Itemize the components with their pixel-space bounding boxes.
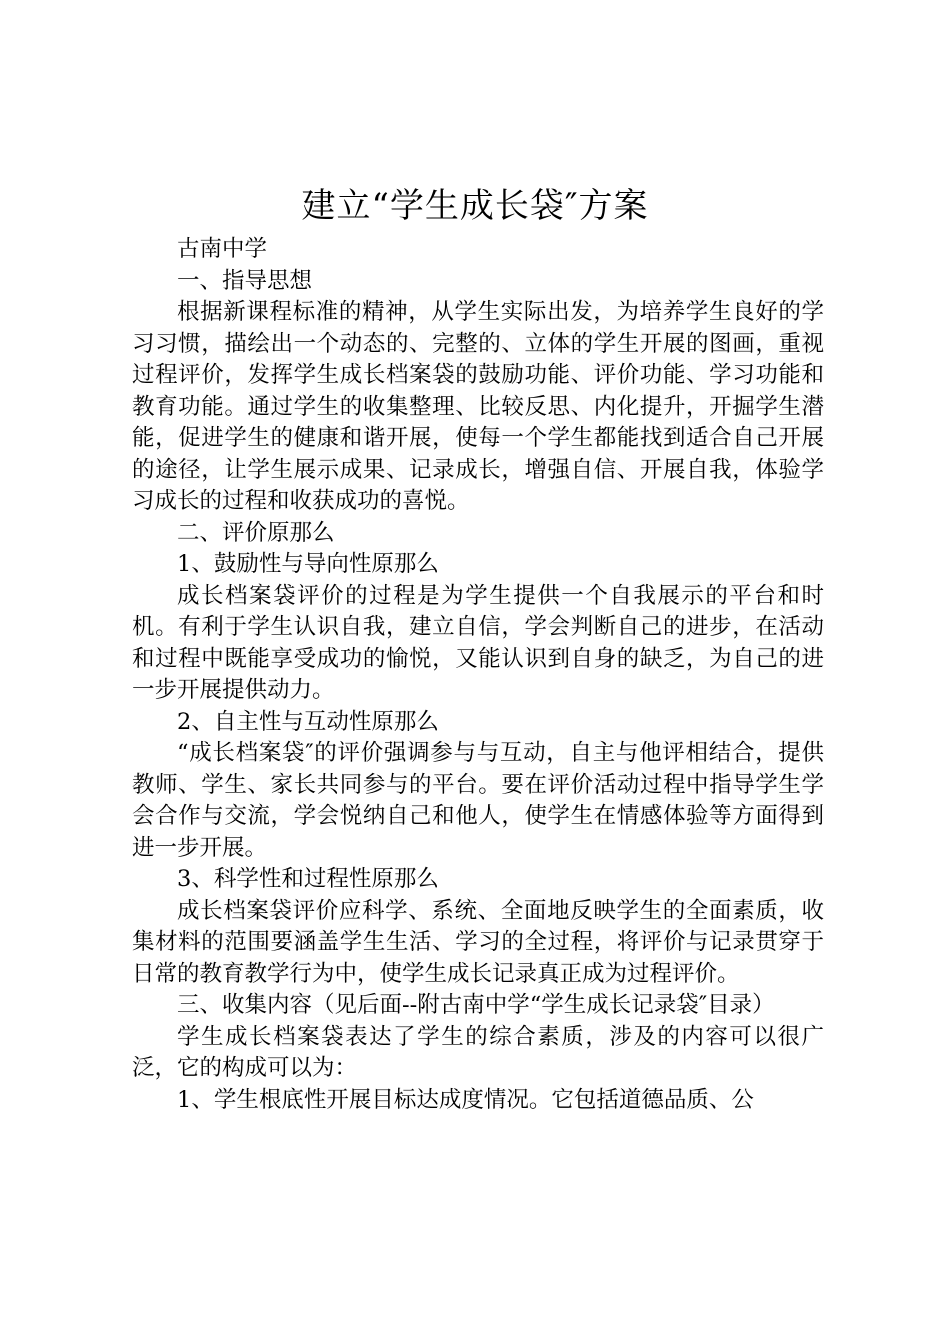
paragraph-collection-intro: 学生成长档案袋表达了学生的综合素质，涉及的内容可以很广泛，它的构成可以为： [132, 1023, 824, 1081]
document-body [132, 234, 824, 1116]
subheading-principle-1: 1、鼓励性与导向性原那么 [177, 551, 439, 577]
paragraph-collection-item-1: 1、学生根底性开展目标达成度情况。它包括道德品质、公 [177, 1086, 754, 1113]
paragraph-principle-2: “成长档案袋″的评价强调参与与互动，自主与他评相结合，提供教师、学生、家长共同参与的平台。要在评价活动过程中指导学生学会合作与交流，学会悦纳自己和他人，使学生在情感体验等方面得到进一步开展。 [132, 740, 824, 861]
paragraph-principle-3: 成长档案袋评价应科学、系统、全面地反映学生的全面素质，收集材料的范围要涵盖学生生活、学习的全过程，将评价与记录贯穿于日常的教育教学行为中，使学生成长记录真正成为过程评价。 [132, 897, 824, 987]
section-heading-guiding-thought: 一、指导思想 [177, 267, 313, 294]
section-heading-collection-content: 三、收集内容（见后面--附古南中学“学生成长记录袋″目录） [177, 992, 775, 1018]
section-heading-evaluation-principles: 二、评价原那么 [177, 519, 335, 546]
document-title: 建立“学生成长袋″方案 [301, 186, 649, 226]
subheading-principle-2: 2、自主性与互动性原那么 [177, 708, 439, 735]
subheading-principle-3: 3、科学性和过程性原那么 [177, 866, 439, 892]
paragraph-principle-1: 成长档案袋评价的过程是为学生提供一个自我展示的平台和时机。有利于学生认识自我，建立自信，学会判断自己的进步，在活动和过程中既能享受成功的愉悦，又能认识到自身的缺乏，为自己的进一步开展提供动力。 [132, 582, 824, 703]
author-line: 古南中学 [177, 236, 268, 262]
paragraph-guiding-thought: 根据新课程标准的精神，从学生实际出发，为培养学生良好的学习习惯，描绘出一个动态的、完整的、立体的学生开展的图画，重视过程评价，发挥学生成长档案袋的鼓励功能、评价功能、学习功能和教育功能。通过学生的收集整理、比较反思、内化提升，开掘学生潜能，促进学生的健康和谐开展，使每一个学生都能找到适合自己开展的途径，让学生展示成果、记录成长，增强自信、开展自我，体验学习成长的过程和收获成功的喜悦。 [132, 299, 824, 514]
